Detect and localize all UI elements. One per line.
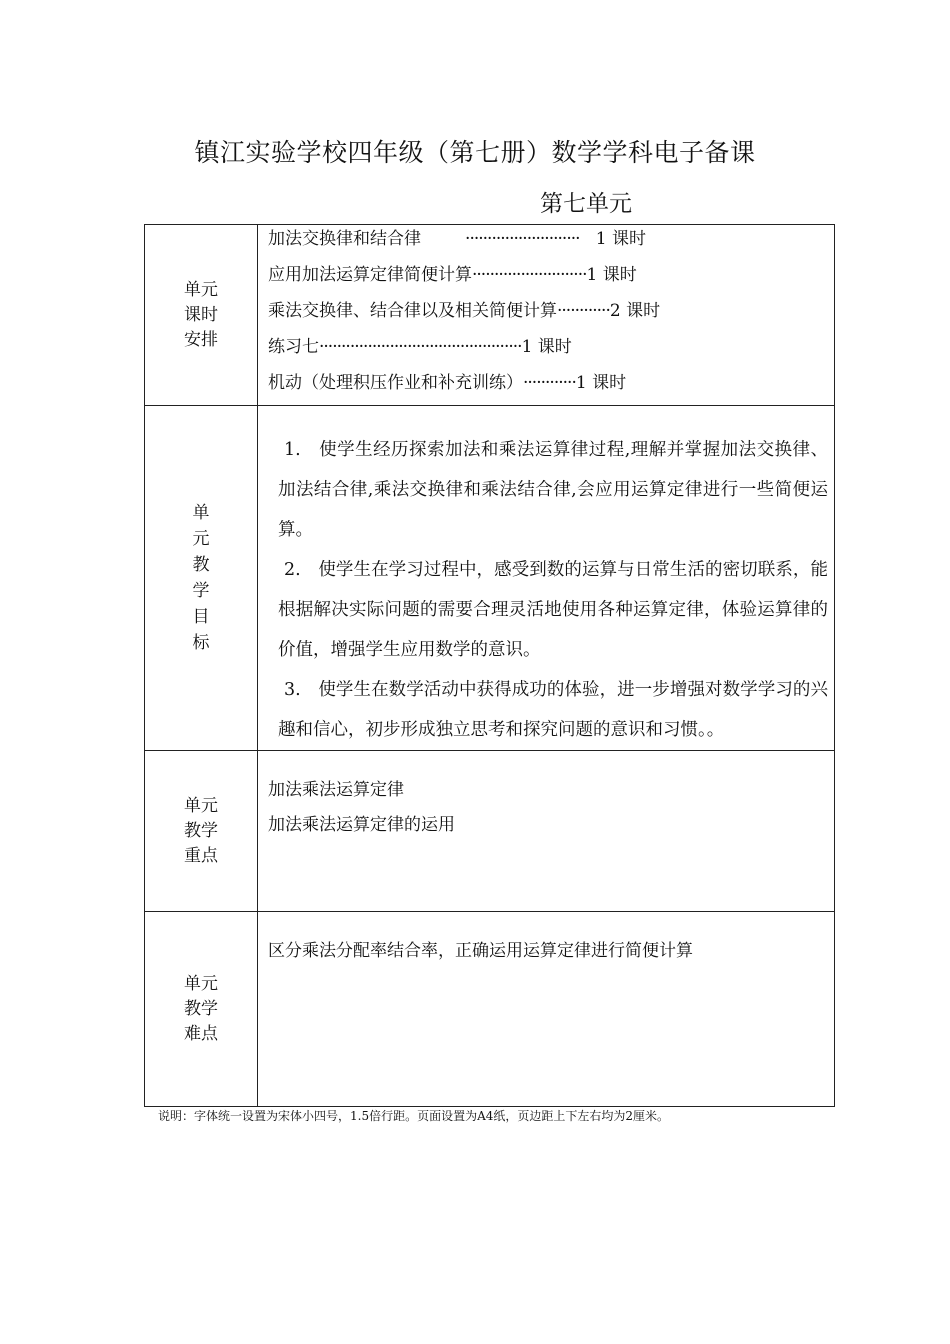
key-points-label — [145, 751, 258, 912]
schedule-item-text: 乘法交换律、结合律以及相关简便计算 — [268, 301, 557, 321]
label-char: 教 — [192, 555, 210, 575]
schedule-item-text: 加法交换律和结合律 — [268, 229, 421, 249]
schedule-item-hours: 1 课时 — [575, 373, 627, 393]
schedule-item-text: 机动（处理积压作业和补充训练） — [268, 373, 523, 393]
schedule-item-hours: 1 课时 — [521, 337, 572, 357]
goal-item: 3. 使学生在数学活动中获得成功的体验，进一步增强对数学学习的兴趣和信心，初步形成独立思考和探究问题的意识和习惯。。 — [278, 680, 828, 740]
label-char: 标 — [192, 633, 210, 653]
schedule-label — [145, 225, 258, 406]
schedule-item-hours: 1 课时 — [586, 265, 637, 285]
goals-row — [145, 406, 835, 751]
label-char: 目 — [192, 607, 210, 627]
label-line: 单元 — [184, 795, 218, 816]
document-subtitle: 第七单元 — [540, 191, 632, 217]
difficulties-row — [145, 912, 835, 1107]
schedule-item — [258, 369, 834, 405]
schedule-item-dots: ············ — [557, 301, 610, 321]
goal-item: 1. 使学生经历探索加法和乘法运算律过程,理解并掌握加法交换律、加法结合律,乘法交换律和乘法结合律,会应用运算定律进行一些简便运算。 — [278, 440, 828, 540]
difficulty-line: 区分乘法分配率结合率，正确运用运算定律进行简便计算 — [268, 941, 693, 961]
label-char: 单 — [192, 503, 210, 523]
schedule-item — [258, 333, 834, 369]
goals-content — [258, 406, 835, 751]
goal-item: 2. 使学生在学习过程中，感受到数的运算与日常生活的密切联系，能根据解决实际问题的需要合理灵活地使用各种运算定律，体验运算律的价值，增强学生应用数学的意识。 — [278, 560, 828, 660]
key-points-row — [145, 751, 835, 912]
schedule-item-hours: 2 课时 — [609, 301, 661, 321]
label-line: 课时 — [184, 304, 218, 325]
label-char: 学 — [192, 581, 210, 601]
lesson-plan-table — [144, 224, 835, 1107]
label-line: 单元 — [184, 279, 218, 300]
schedule-item-dots: ············ — [523, 373, 576, 393]
schedule-item — [258, 297, 834, 333]
schedule-item-dots: ·························· — [472, 265, 587, 285]
key-point-line: 加法乘法运算定律的运用 — [268, 815, 455, 835]
label-line: 单元 — [184, 973, 218, 994]
footnote: 说明：字体统一设置为宋体小四号，1.5倍行距。页面设置为A4纸，页边距上下左右均为2厘米。 — [158, 1109, 670, 1123]
difficulties-label — [145, 912, 258, 1107]
schedule-item — [258, 261, 834, 297]
document-title: 镇江实验学校四年级（第七册）数学学科电子备课 — [194, 138, 756, 167]
schedule-row — [145, 225, 835, 406]
label-line: 难点 — [184, 1023, 218, 1044]
goals-label — [145, 406, 258, 751]
label-line: 安排 — [184, 329, 218, 350]
schedule-item-hours: 1 课时 — [579, 229, 646, 249]
label-line: 教学 — [184, 820, 218, 841]
key-points-content — [258, 751, 835, 912]
difficulties-content — [258, 912, 835, 1107]
label-char: 元 — [192, 529, 210, 549]
schedule-content — [258, 225, 835, 406]
schedule-item — [258, 225, 834, 261]
label-line: 教学 — [184, 998, 218, 1019]
key-point-line: 加法乘法运算定律 — [268, 780, 404, 800]
schedule-item-text: 练习七 — [268, 337, 319, 357]
label-line: 重点 — [184, 845, 218, 866]
schedule-item-dots: ·························· — [421, 229, 580, 249]
schedule-item-dots: ·············································· — [319, 337, 522, 357]
schedule-item-text: 应用加法运算定律简便计算 — [268, 265, 472, 285]
